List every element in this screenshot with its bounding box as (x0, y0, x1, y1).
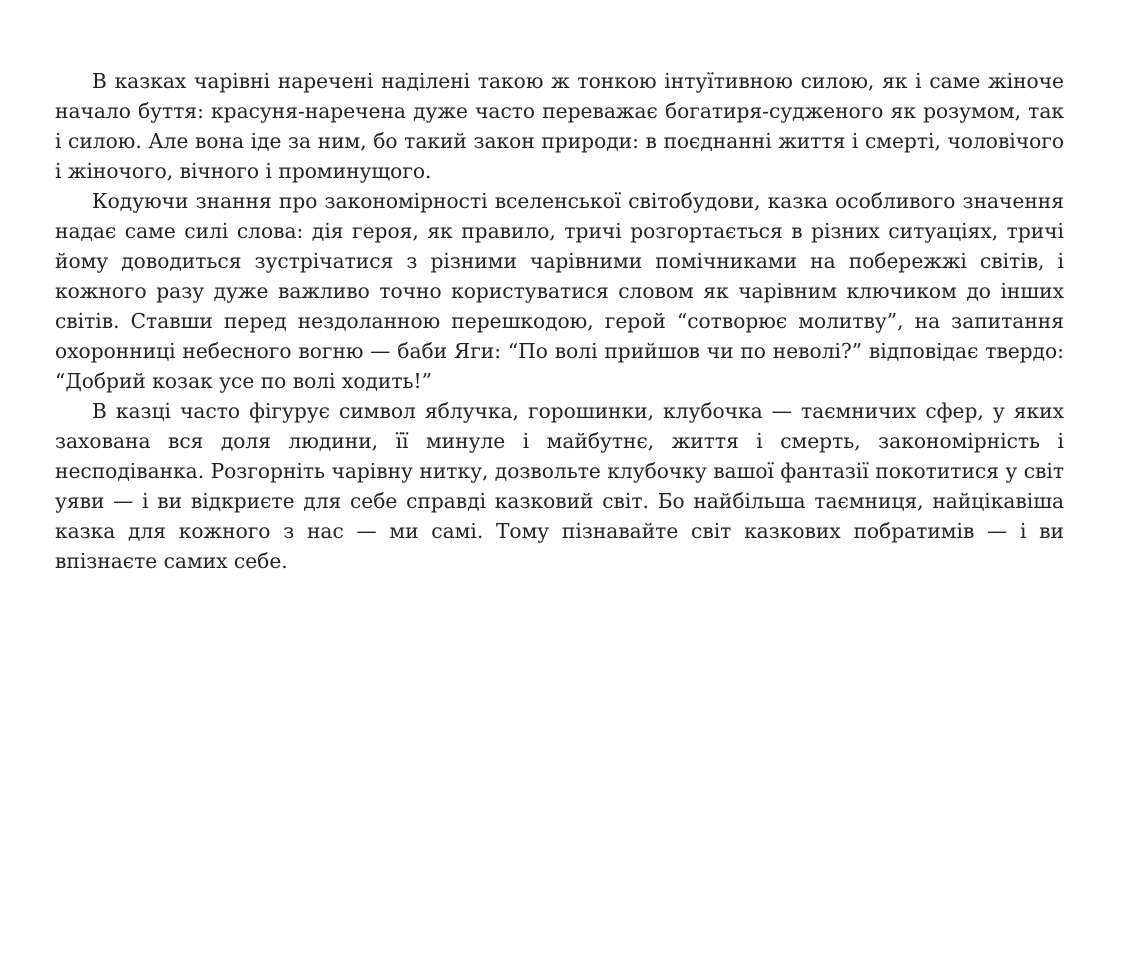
document-page (55, 66, 1064, 576)
paragraph-1: В казках чарівні наречені наділені такою ж тонкою інтуїтивною силою, як і саме жіноче начало буття: красуня-наречена дуже часто переважає богатиря-судженого як розумом, так і силою. Але вона іде за ним, бо такий закон природи: в поєднанні життя і смерті, чоловічого і жіночого, вічного і проминущого. (55, 69, 1064, 183)
paragraph-2: Кодуючи знання про закономірності вселенської світобудови, казка особливого значення надає саме силі слова: дія героя, як правило, тричі розгортається в різних ситуаціях, тричі йому доводиться зустрічатися з різними чарівними помічниками на побережжі світів, і кожного разу дуже важливо точно користуватися словом як чарівним ключиком до інших світів. Ставши перед нездоланною перешкодою, герой “сотворює молитву”, на запитання охоронниці небесного вогню — баби Яги: “По волі прийшов чи по неволі?” відповідає твердо: “Добрий козак усе по волі ходить!” (55, 189, 1064, 393)
paragraph-3: В казці часто фігурує символ яблучка, горошинки, клубочка — таємничих сфер, у яких захована вся доля людини, її минуле і майбутнє, життя і смерть, закономірність і несподіванка. Розгорніть чарівну нитку, дозвольте клубочку вашої фантазії покотитися у світ уяви — і ви відкриєте для себе справді казковий світ. Бо найбільша таємниця, найцікавіша казка для кожного з нас — ми самі. Тому пізнавайте світ казкових побратимів — і ви впізнаєте самих себе. (55, 399, 1064, 573)
